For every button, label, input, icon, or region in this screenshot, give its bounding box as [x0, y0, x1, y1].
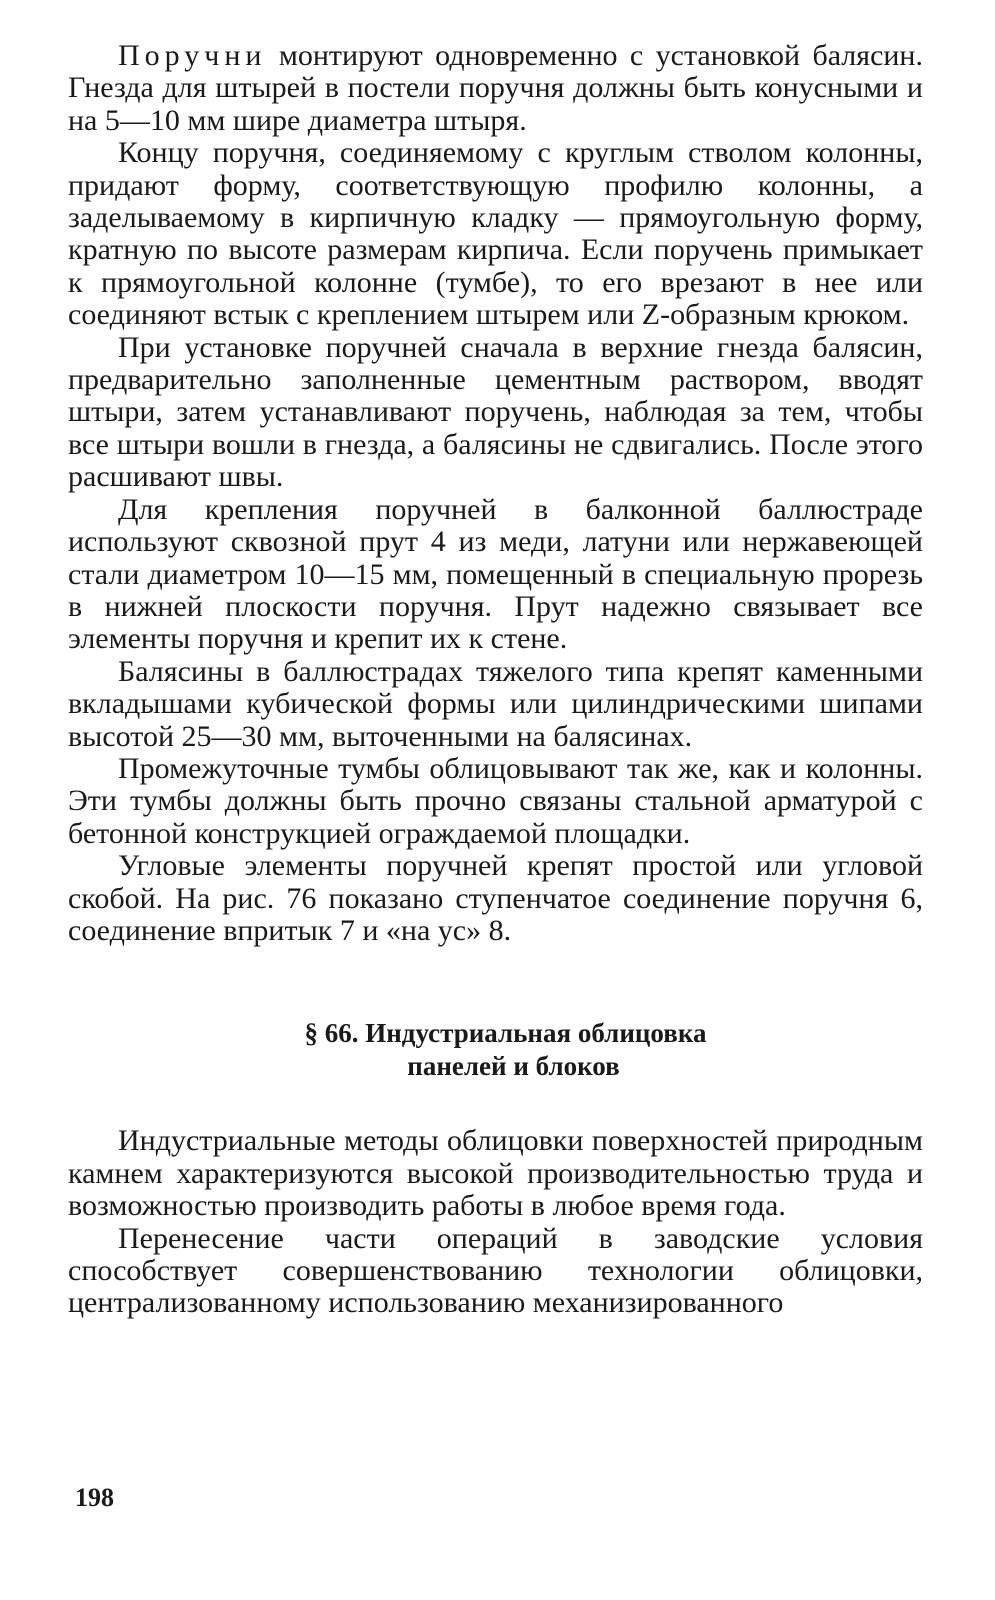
paragraph-intermediate-pedestals: Промежуточные тумбы облицовывают так же, как и колонны. Эти тумбы должны быть прочно связаны стальной арматурой с бетонной конструкцией ограждаемой площадки. [68, 751, 923, 850]
section-heading-line-2: панелей и блоков [407, 1051, 620, 1082]
paragraph-balusters-heavy-type: Балясины в баллюстрадах тяжелого типа крепят каменными вкладышами кубической формы или цилиндрическими шипами высотой 25—30 мм, выточенными на балясинах. [68, 654, 923, 753]
paragraph-factory-operations: Перенесение части операций в заводские условия способствует совершенствованию технологии облицовки, централизованному использованию механизированного [68, 1221, 923, 1320]
paragraph-handrails-installation [68, 40, 923, 137]
paragraph-corner-elements: Угловые элементы поручней крепят простой или угловой скобой. На рис. 76 показано ступенчатое соединение поручня 6, соединение впритык 7 и «на ус» 8. [68, 849, 923, 947]
section-heading-line-1: § 66. Индустриальная облицовка [304, 1018, 707, 1049]
paragraph-balcony-fastening: Для крепления поручней в балконной баллюстраде используют сквозной прут 4 из меди, латуни или нержавеющей стали диаметром 10—15 мм, помещенный в специальную прорезь в нижней плоскости поручня. Прут надежно связывает все элементы поручня и крепит их к стене. [68, 492, 923, 656]
paragraph-text: монтируют одновременно с установкой балясин. Гнезда для штырей в постели поручня должны быть конусными и на 5—10 мм шире диаметра штыря. [68, 39, 923, 137]
section-heading [68, 1017, 923, 1083]
paragraph-handrail-end-shape: Концу поручня, соединяемому с круглым стволом колонны, придают форму, соответствующую профилю колонны, а заделываемому в кирпичную кладку — прямоугольную форму, кратную по высоте размерам кирпича. Если поручень примыкает к прямоугольной колонне (тумбе), то его врезают в нее или соединяют встык с креплением штырем или Z-образным крюком. [68, 136, 923, 332]
paragraph-industrial-methods: Индустриальные методы облицовки поверхностей природным камнем характеризуются высокой производительностью труда и возможностью производить работы в любое время года. [68, 1124, 923, 1223]
paragraph-installation-procedure: При установке поручней сначала в верхние гнезда балясин, предварительно заполненные цементным раствором, вводят штыри, затем устанавливают поручень, наблюдая за тем, чтобы все штыри вошли в гнезда, а балясины не сдвигались. После этого расшивают швы. [68, 330, 923, 494]
page-number: 198 [75, 1483, 114, 1512]
paragraph-lead-word: Поручни [118, 39, 267, 72]
